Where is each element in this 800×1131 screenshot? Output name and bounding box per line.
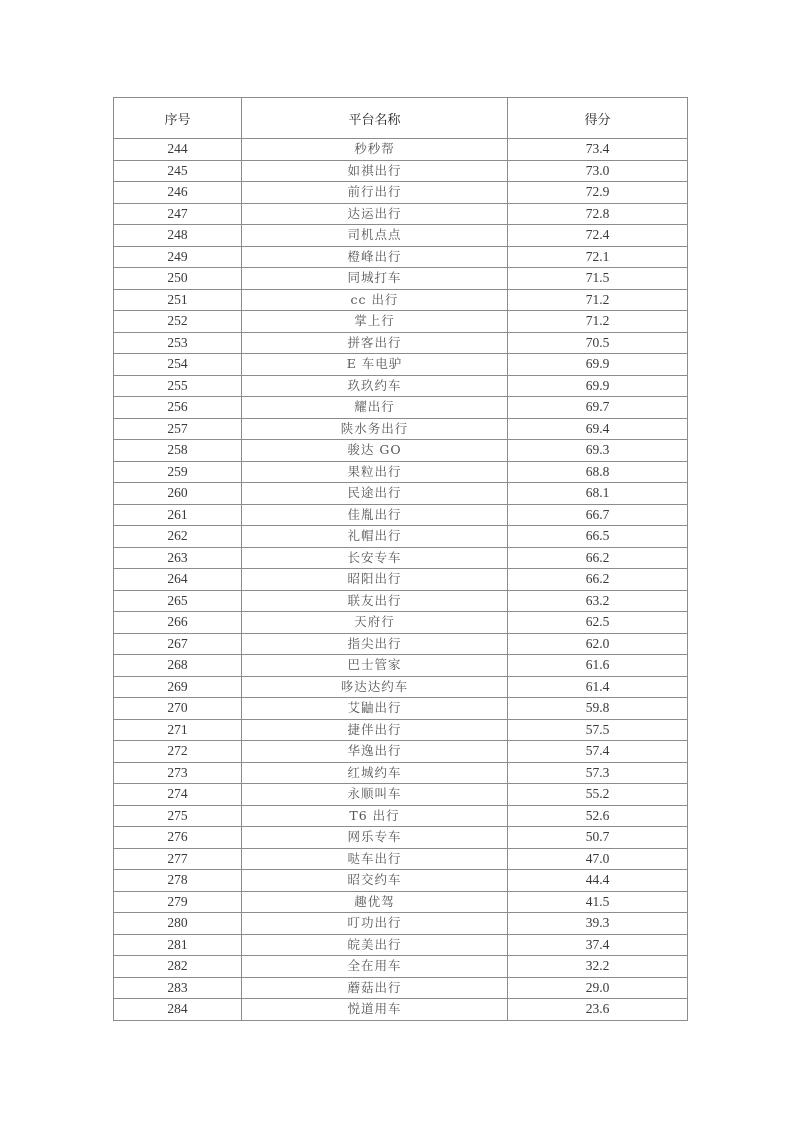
- serial-number-cell: 250: [114, 268, 242, 290]
- score-cell: 63.2: [508, 590, 688, 612]
- serial-number-cell: 260: [114, 483, 242, 505]
- platform-name-cell: 指尖出行: [242, 633, 508, 655]
- score-cell: 72.8: [508, 203, 688, 225]
- score-cell: 39.3: [508, 913, 688, 935]
- table-row: [114, 483, 688, 505]
- serial-number-cell: 265: [114, 590, 242, 612]
- score-cell: 73.0: [508, 160, 688, 182]
- serial-number-cell: 254: [114, 354, 242, 376]
- table-row: [114, 870, 688, 892]
- table-row: [114, 784, 688, 806]
- table-row: [114, 289, 688, 311]
- platform-name-cell: 玖玖约车: [242, 375, 508, 397]
- serial-number-cell: 283: [114, 977, 242, 999]
- serial-number-cell: 274: [114, 784, 242, 806]
- platform-name-cell: 礼帽出行: [242, 526, 508, 548]
- score-cell: 23.6: [508, 999, 688, 1021]
- platform-name-cell: 如祺出行: [242, 160, 508, 182]
- serial-number-cell: 277: [114, 848, 242, 870]
- platform-name-cell: 叮功出行: [242, 913, 508, 935]
- serial-number-cell: 270: [114, 698, 242, 720]
- score-cell: 57.4: [508, 741, 688, 763]
- platform-name-cell: 陕水务出行: [242, 418, 508, 440]
- platform-name-cell: 艾鼬出行: [242, 698, 508, 720]
- platform-name-cell: 捷伴出行: [242, 719, 508, 741]
- serial-number-cell: 273: [114, 762, 242, 784]
- platform-name-cell: 红城约车: [242, 762, 508, 784]
- table-row: [114, 676, 688, 698]
- table-row: [114, 225, 688, 247]
- platform-name-cell: cc 出行: [242, 289, 508, 311]
- serial-number-cell: 247: [114, 203, 242, 225]
- table-header-row: [114, 98, 688, 139]
- score-cell: 70.5: [508, 332, 688, 354]
- table-row: [114, 268, 688, 290]
- score-cell: 68.1: [508, 483, 688, 505]
- platform-name-cell: 橙峰出行: [242, 246, 508, 268]
- score-cell: 57.5: [508, 719, 688, 741]
- table-row: [114, 311, 688, 333]
- table-row: [114, 956, 688, 978]
- platform-name-cell: 蘑菇出行: [242, 977, 508, 999]
- platform-name-cell: 掌上行: [242, 311, 508, 333]
- platform-name-cell: 昭交约车: [242, 870, 508, 892]
- table-row: [114, 504, 688, 526]
- score-cell: 61.6: [508, 655, 688, 677]
- serial-number-cell: 263: [114, 547, 242, 569]
- platform-name-cell: 秒秒帮: [242, 139, 508, 161]
- score-cell: 72.4: [508, 225, 688, 247]
- table-row: [114, 569, 688, 591]
- serial-number-cell: 246: [114, 182, 242, 204]
- serial-number-cell: 266: [114, 612, 242, 634]
- platform-name-cell: 永顺叫车: [242, 784, 508, 806]
- score-cell: 71.5: [508, 268, 688, 290]
- platform-name-cell: 骏达 GO: [242, 440, 508, 462]
- platform-name-cell: 佳胤出行: [242, 504, 508, 526]
- table-row: [114, 891, 688, 913]
- score-cell: 69.3: [508, 440, 688, 462]
- platform-name-cell: 巴士管家: [242, 655, 508, 677]
- score-cell: 44.4: [508, 870, 688, 892]
- score-cell: 62.0: [508, 633, 688, 655]
- score-cell: 68.8: [508, 461, 688, 483]
- serial-number-cell: 248: [114, 225, 242, 247]
- serial-number-cell: 261: [114, 504, 242, 526]
- score-cell: 29.0: [508, 977, 688, 999]
- table-row: [114, 655, 688, 677]
- table-row: [114, 698, 688, 720]
- platform-name-cell: 司机点点: [242, 225, 508, 247]
- score-cell: 72.1: [508, 246, 688, 268]
- score-cell: 57.3: [508, 762, 688, 784]
- platform-name-cell: 达运出行: [242, 203, 508, 225]
- table-row: [114, 354, 688, 376]
- serial-number-cell: 258: [114, 440, 242, 462]
- header-serial-number: 序号: [114, 98, 242, 139]
- table-row: [114, 848, 688, 870]
- score-cell: 47.0: [508, 848, 688, 870]
- score-cell: 71.2: [508, 311, 688, 333]
- score-cell: 41.5: [508, 891, 688, 913]
- platform-name-cell: 果粒出行: [242, 461, 508, 483]
- table-row: [114, 805, 688, 827]
- serial-number-cell: 267: [114, 633, 242, 655]
- platform-name-cell: T6 出行: [242, 805, 508, 827]
- platform-name-cell: 趣优驾: [242, 891, 508, 913]
- serial-number-cell: 279: [114, 891, 242, 913]
- serial-number-cell: 244: [114, 139, 242, 161]
- score-cell: 69.9: [508, 375, 688, 397]
- serial-number-cell: 256: [114, 397, 242, 419]
- serial-number-cell: 272: [114, 741, 242, 763]
- platform-name-cell: 哆达达约车: [242, 676, 508, 698]
- table-row: [114, 440, 688, 462]
- serial-number-cell: 280: [114, 913, 242, 935]
- serial-number-cell: 282: [114, 956, 242, 978]
- serial-number-cell: 255: [114, 375, 242, 397]
- serial-number-cell: 281: [114, 934, 242, 956]
- table-row: [114, 203, 688, 225]
- platform-name-cell: 华逸出行: [242, 741, 508, 763]
- score-cell: 73.4: [508, 139, 688, 161]
- serial-number-cell: 264: [114, 569, 242, 591]
- platform-name-cell: 哒车出行: [242, 848, 508, 870]
- score-cell: 72.9: [508, 182, 688, 204]
- table-row: [114, 547, 688, 569]
- platform-name-cell: 天府行: [242, 612, 508, 634]
- score-cell: 61.4: [508, 676, 688, 698]
- header-platform-name: 平台名称: [242, 98, 508, 139]
- platform-name-cell: 联友出行: [242, 590, 508, 612]
- score-cell: 66.2: [508, 569, 688, 591]
- table-row: [114, 461, 688, 483]
- serial-number-cell: 245: [114, 160, 242, 182]
- platform-name-cell: E 车电驴: [242, 354, 508, 376]
- table-row: [114, 397, 688, 419]
- serial-number-cell: 262: [114, 526, 242, 548]
- platform-name-cell: 全在用车: [242, 956, 508, 978]
- platform-name-cell: 皖美出行: [242, 934, 508, 956]
- platform-name-cell: 昭阳出行: [242, 569, 508, 591]
- table-row: [114, 182, 688, 204]
- score-cell: 59.8: [508, 698, 688, 720]
- score-cell: 66.5: [508, 526, 688, 548]
- score-cell: 69.7: [508, 397, 688, 419]
- score-cell: 69.4: [508, 418, 688, 440]
- serial-number-cell: 249: [114, 246, 242, 268]
- table-row: [114, 375, 688, 397]
- table-row: [114, 633, 688, 655]
- platform-name-cell: 民途出行: [242, 483, 508, 505]
- score-cell: 50.7: [508, 827, 688, 849]
- serial-number-cell: 284: [114, 999, 242, 1021]
- score-cell: 32.2: [508, 956, 688, 978]
- table-row: [114, 139, 688, 161]
- serial-number-cell: 275: [114, 805, 242, 827]
- table-row: [114, 246, 688, 268]
- score-cell: 69.9: [508, 354, 688, 376]
- serial-number-cell: 278: [114, 870, 242, 892]
- table-row: [114, 612, 688, 634]
- serial-number-cell: 253: [114, 332, 242, 354]
- ranking-table: [113, 97, 688, 1021]
- table-row: [114, 590, 688, 612]
- table-row: [114, 332, 688, 354]
- platform-name-cell: 长安专车: [242, 547, 508, 569]
- table-row: [114, 977, 688, 999]
- score-cell: 62.5: [508, 612, 688, 634]
- serial-number-cell: 268: [114, 655, 242, 677]
- score-cell: 71.2: [508, 289, 688, 311]
- score-cell: 55.2: [508, 784, 688, 806]
- header-score: 得分: [508, 98, 688, 139]
- serial-number-cell: 252: [114, 311, 242, 333]
- score-cell: 52.6: [508, 805, 688, 827]
- table-row: [114, 526, 688, 548]
- table-row: [114, 999, 688, 1021]
- table-row: [114, 934, 688, 956]
- table-row: [114, 827, 688, 849]
- table-body: [114, 139, 688, 1021]
- serial-number-cell: 276: [114, 827, 242, 849]
- platform-name-cell: 同城打车: [242, 268, 508, 290]
- serial-number-cell: 259: [114, 461, 242, 483]
- platform-name-cell: 耀出行: [242, 397, 508, 419]
- score-cell: 66.7: [508, 504, 688, 526]
- platform-name-cell: 悦道用车: [242, 999, 508, 1021]
- score-cell: 66.2: [508, 547, 688, 569]
- serial-number-cell: 271: [114, 719, 242, 741]
- platform-name-cell: 拼客出行: [242, 332, 508, 354]
- score-cell: 37.4: [508, 934, 688, 956]
- table-row: [114, 160, 688, 182]
- platform-name-cell: 前行出行: [242, 182, 508, 204]
- serial-number-cell: 251: [114, 289, 242, 311]
- platform-name-cell: 网乐专车: [242, 827, 508, 849]
- table-row: [114, 913, 688, 935]
- serial-number-cell: 257: [114, 418, 242, 440]
- table-row: [114, 719, 688, 741]
- table-row: [114, 741, 688, 763]
- serial-number-cell: 269: [114, 676, 242, 698]
- table-row: [114, 762, 688, 784]
- table-row: [114, 418, 688, 440]
